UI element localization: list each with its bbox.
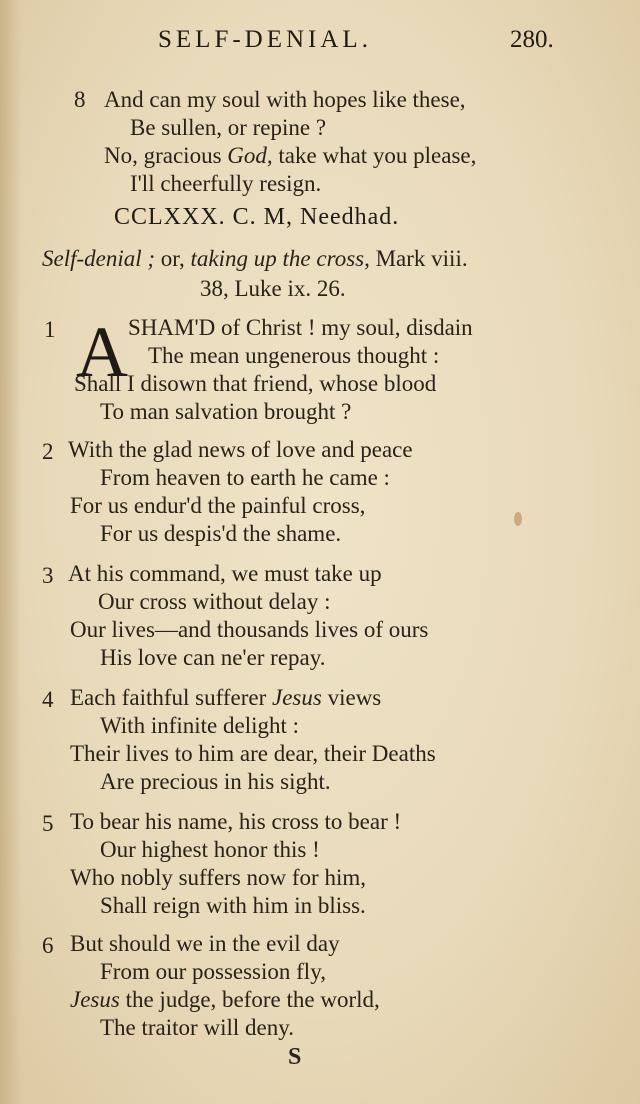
verse-line: From heaven to earth he came : — [100, 465, 390, 490]
stanza-number: 2 — [42, 439, 54, 464]
verse-line: Our highest honor this ! — [100, 837, 320, 862]
verse-text: the judge, before the world, — [125, 987, 380, 1012]
verse-line: Our cross without delay : — [98, 589, 331, 614]
verse-line: To bear his name, his cross to bear ! — [70, 809, 402, 834]
drop-cap: A — [76, 312, 128, 392]
verse-line: From our possession fly, — [100, 959, 326, 984]
hymn-subject-continued: 38, Luke ix. 26. — [200, 276, 346, 301]
verse-line: And can my soul with hopes like these, — [104, 87, 466, 112]
verse-line: But should we in the evil day — [70, 931, 340, 956]
verse-line — [70, 986, 380, 1014]
verse-line: SHAM'D of Christ ! my soul, disdain — [128, 315, 473, 340]
subject-text: or, — [160, 246, 185, 271]
verse-line: The mean ungenerous thought : — [148, 343, 440, 368]
page-header — [0, 26, 640, 60]
verse-text: views — [327, 685, 382, 710]
verse-line: Be sullen, or repine ? — [130, 115, 327, 140]
verse-italic: Jesus — [272, 685, 322, 710]
stanza-number: 4 — [42, 687, 54, 712]
verse-text: take what you please, — [278, 143, 477, 168]
verse-line — [70, 684, 381, 712]
page-gutter-shadow — [0, 0, 22, 1104]
verse-line: Shall I disown that friend, whose blood — [74, 371, 437, 396]
stanza-number: 1 — [44, 317, 56, 342]
paper-stain — [514, 512, 522, 526]
stanza-number: 6 — [42, 933, 54, 958]
verse-line: With the glad news of love and peace — [68, 437, 413, 462]
verse-line: At his command, we must take up — [68, 561, 382, 586]
verse-text: No, gracious — [104, 143, 222, 168]
verse-line: Who nobly suffers now for him, — [70, 865, 366, 890]
stanza-number: 5 — [42, 811, 54, 836]
verse-line: For us despis'd the shame. — [100, 521, 342, 546]
page-number: 280. — [510, 26, 554, 53]
verse-line: Are precious in his sight. — [100, 769, 331, 794]
stanza-number: 3 — [42, 563, 54, 588]
verse-line: His love can ne'er repay. — [100, 645, 326, 670]
verse-line: For us endur'd the painful cross, — [70, 493, 366, 518]
verse-italic: God, — [227, 143, 273, 168]
verse-italic: Jesus — [70, 987, 120, 1012]
verse-line: With infinite delight : — [100, 713, 300, 738]
verse-text: Each faithful sufferer — [70, 685, 267, 710]
running-title: SELF-DENIAL. — [158, 26, 372, 53]
verse-line: The traitor will deny. — [100, 1015, 294, 1040]
verse-line: Shall reign with him in bliss. — [100, 893, 366, 918]
verse-line: To man salvation brought ? — [100, 399, 352, 424]
stanza-number: 8 — [74, 87, 86, 112]
subject-text: Mark viii. — [375, 246, 468, 271]
verse-line: Our lives—and thousands lives of ours — [70, 617, 429, 642]
hymn-title: CCLXXX. C. M, Needhad. — [114, 204, 400, 230]
verse-line — [104, 142, 476, 170]
signature-mark: S — [288, 1044, 302, 1070]
subject-italic: taking up the cross, — [190, 246, 370, 271]
verse-line: Their lives to him are dear, their Deaths — [70, 741, 436, 766]
subject-italic: Self-denial ; — [42, 246, 156, 271]
hymn-subject — [42, 246, 468, 272]
verse-line: I'll cheerfully resign. — [130, 171, 322, 196]
